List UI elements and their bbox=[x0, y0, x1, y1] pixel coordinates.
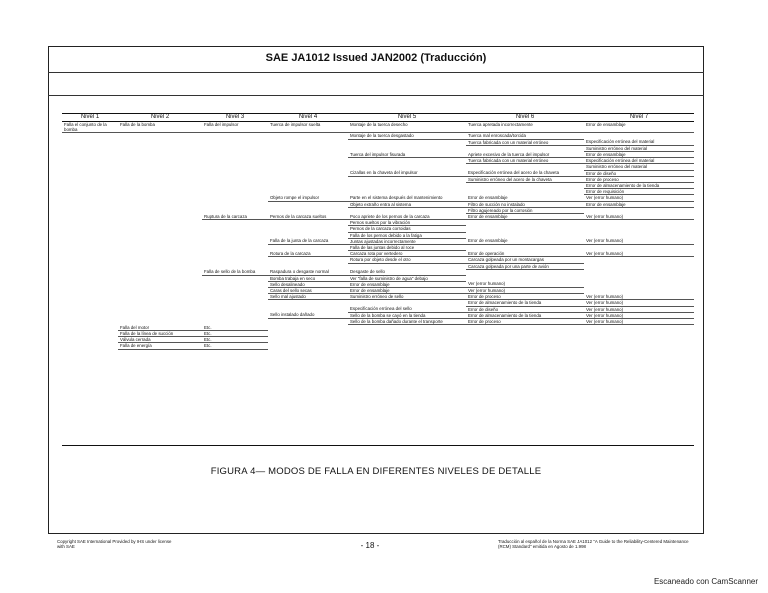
table-cell: Suministro erróneo de sello bbox=[348, 294, 466, 300]
table-cell: Especificación errónea del sello bbox=[348, 306, 466, 312]
table-bottom-rule bbox=[62, 445, 694, 446]
table-cell: Falla del impulsor bbox=[202, 122, 268, 133]
table-cell bbox=[466, 343, 584, 349]
table-cell: Tuerca fabricada con un material erróneo bbox=[466, 139, 584, 145]
table-cell: Tuerca del impulsor fisurada bbox=[348, 152, 466, 158]
table-cell: Apriete excesivo de la tuerca del impulsor bbox=[466, 152, 584, 158]
table-cell: Error de ensamblaje bbox=[584, 152, 694, 158]
table-cell: Error de ensamblaje bbox=[466, 195, 584, 201]
table-cell: Suministro erróneo del material bbox=[584, 164, 694, 170]
table-cell bbox=[348, 343, 466, 349]
table-cell: Sello mal ajustado bbox=[268, 294, 348, 300]
figure-caption: FIGURA 4— MODOS DE FALLA EN DIFERENTES NIVELES DE DETALLE bbox=[210, 466, 542, 477]
table-cell: Ver (error humano) bbox=[584, 312, 694, 318]
table-cell: Sello instalado dañado bbox=[268, 312, 348, 318]
failure-modes-table-container bbox=[62, 113, 694, 350]
table-cell: Error de ensamblaje bbox=[466, 214, 584, 220]
table-cell: Ver (error humano) bbox=[584, 306, 694, 312]
table-cell: Error de ensamblaje bbox=[584, 201, 694, 207]
table-cell: Desgaste de sello bbox=[348, 269, 466, 275]
table-cell: Filtro de succión no instalado bbox=[466, 201, 584, 207]
table-cell bbox=[584, 343, 694, 349]
footer-copyright: Copyright SAE International Provided by IHS under license with SAE bbox=[57, 539, 172, 549]
table-cell: Error de almacenamiento de la tienda bbox=[584, 183, 694, 189]
table-cell: Parte en el sistema después del mantenimiento bbox=[348, 195, 466, 201]
table-cell: Falla de sello de la bomba bbox=[202, 269, 268, 275]
table-cell: Ver (error humano) bbox=[584, 214, 694, 220]
table-body bbox=[62, 122, 694, 350]
table-cell: Etc. bbox=[202, 337, 268, 343]
scanner-watermark: Escaneado con CamScanner bbox=[653, 577, 758, 586]
table-cell: Pernos de la carcaza sueltos bbox=[268, 214, 348, 220]
header-nivel-6: Nivel 6 bbox=[466, 114, 584, 122]
table-cell: Bomba trabaja en seco bbox=[268, 275, 348, 281]
table-cell: Rotura por objeto desde el otro bbox=[348, 257, 466, 263]
document-title: SAE JA1012 Issued JAN2002 (Traducción) bbox=[265, 52, 487, 64]
title-divider-bottom bbox=[48, 95, 704, 96]
table-cell: Ver (error humano) bbox=[466, 281, 584, 287]
table-cell: Suministro erróneo del material bbox=[584, 145, 694, 151]
table-cell: Error de proceso bbox=[466, 294, 584, 300]
header-nivel-5: Nivel 5 bbox=[348, 114, 466, 122]
table-cell: Montaje de la tuerca desecho bbox=[348, 122, 466, 133]
table-cell: Sello desalineado bbox=[268, 281, 348, 287]
table-cell: Juntas ajustadas incorrectamente bbox=[348, 238, 466, 244]
header-nivel-3: Nivel 3 bbox=[202, 114, 268, 122]
table-row bbox=[62, 343, 694, 349]
table-cell: Etc. bbox=[202, 330, 268, 336]
header-nivel-1: Nivel 1 bbox=[62, 114, 118, 122]
header-nivel-2: Nivel 2 bbox=[118, 114, 202, 122]
header-nivel-7: Nivel 7 bbox=[584, 114, 694, 122]
title-divider-top bbox=[48, 72, 704, 73]
header-nivel-4: Nivel 4 bbox=[268, 114, 348, 122]
table-cell: Objeto rompe el impulsor bbox=[268, 195, 348, 201]
table-cell: Carcaza golpeada por una parte de avión bbox=[466, 263, 584, 269]
table-cell: Sello de la bomba dañado durante el transporte bbox=[348, 319, 466, 325]
table-cell: Ver "falla de suministro de agua" debajo bbox=[348, 275, 466, 281]
table-cell: Especificación errónea del material bbox=[584, 158, 694, 164]
table-cell: Tuerca fabricada con un material erróneo bbox=[466, 158, 584, 164]
table-cell: Carcaza golpeada por un montacargas bbox=[466, 257, 584, 263]
table-cell: Error de ensamblaje bbox=[348, 281, 466, 287]
table-cell: Ver (error humano) bbox=[584, 251, 694, 257]
table-cell bbox=[62, 343, 118, 349]
table-cell: Poco apriete de los pernos de la carcaza bbox=[348, 214, 466, 220]
table-cell: Error de ensamblaje bbox=[348, 287, 466, 293]
table-row bbox=[62, 122, 694, 133]
table-cell: Falla el conjunto de la bomba bbox=[62, 122, 118, 133]
table-cell: Válvula cerrada bbox=[118, 337, 202, 343]
table-cell: Objeto extraño entra al sistema bbox=[348, 201, 466, 207]
table-cell: Ver (error humano) bbox=[584, 238, 694, 244]
table-cell: Rotura de la carcaza bbox=[268, 251, 348, 257]
table-cell: Pernos de la carcaza corroidas bbox=[348, 226, 466, 232]
table-cell: Tuerca mal enroscada/torcida bbox=[466, 133, 584, 139]
table-cell: Error de diseño bbox=[584, 170, 694, 176]
table-cell: Ver (error humano) bbox=[466, 287, 584, 293]
table-cell: Montaje de la tuerca desgastado bbox=[348, 133, 466, 139]
table-cell: Error de operación bbox=[466, 251, 584, 257]
table-cell: Error de almacenamiento de la tienda bbox=[466, 300, 584, 306]
table-cell: Falla de los pernos debido a la fatiga bbox=[348, 232, 466, 238]
table-cell: Suministro erróneo del acero de la chaveta bbox=[466, 176, 584, 182]
table-cell: Falla de energía bbox=[118, 343, 202, 349]
table-cell: Cizallas en la chaveta del impulsor bbox=[348, 170, 466, 176]
table-cell: Pernos sueltos por la vibración bbox=[348, 220, 466, 226]
table-cell: Error de ensamblaje bbox=[584, 122, 694, 133]
table-cell: Falla de las juntas debido al roce bbox=[348, 245, 466, 251]
table-cell: Falla de la línea de succión bbox=[118, 330, 202, 336]
table-cell: Error de almacenamiento de la tienda bbox=[466, 312, 584, 318]
table-cell: Especificación errónea del acero de la chaveta bbox=[466, 170, 584, 176]
table-cell bbox=[268, 343, 348, 349]
table-cell: Filtro agujereado por la corrosión bbox=[466, 207, 584, 213]
table-cell: Ver (error humano) bbox=[584, 195, 694, 201]
table-cell: Tuerca apretada incorrectamente bbox=[466, 122, 584, 133]
table-cell: Error de requisición bbox=[584, 189, 694, 195]
table-cell: Falla de la bomba bbox=[118, 122, 202, 133]
table-cell: Error de ensamblaje bbox=[466, 238, 584, 244]
table-cell: Carcaza rota por vertedero bbox=[348, 251, 466, 257]
table-cell: Falla del motor bbox=[118, 325, 202, 331]
table-cell: Error de diseño bbox=[466, 306, 584, 312]
table-cell: Etc. bbox=[202, 325, 268, 331]
table-cell: Ver (error humano) bbox=[584, 294, 694, 300]
table-cell: Error de proceso bbox=[466, 319, 584, 325]
table-cell: Ver (error humano) bbox=[584, 319, 694, 325]
failure-modes-table bbox=[62, 113, 694, 350]
table-cell: Caras del sello secas bbox=[268, 287, 348, 293]
table-cell: Falla de la junta de la carcaza bbox=[268, 238, 348, 244]
table-cell: Sello de la bomba se cayó en la tienda bbox=[348, 312, 466, 318]
page-number: - 18 - bbox=[360, 541, 380, 550]
table-cell: Etc. bbox=[202, 343, 268, 349]
footer-translation-note: Traducción al español de la Norma SAE JA1012 "A Guide to the Reliability-Centered Maintenance (RCM) Standard" emitida en Agosto de 1.998 bbox=[498, 539, 689, 549]
table-cell: Especificación errónea del material bbox=[584, 139, 694, 145]
table-cell: Tuerca de impulsor suelta bbox=[268, 122, 348, 133]
table-cell: Raspadura o desgaste normal bbox=[268, 269, 348, 275]
table-header-row bbox=[62, 114, 694, 122]
table-cell: Error de proceso bbox=[584, 176, 694, 182]
table-cell: Ver (error humano) bbox=[584, 300, 694, 306]
table-cell: Ruptura de la carcaza bbox=[202, 214, 268, 220]
